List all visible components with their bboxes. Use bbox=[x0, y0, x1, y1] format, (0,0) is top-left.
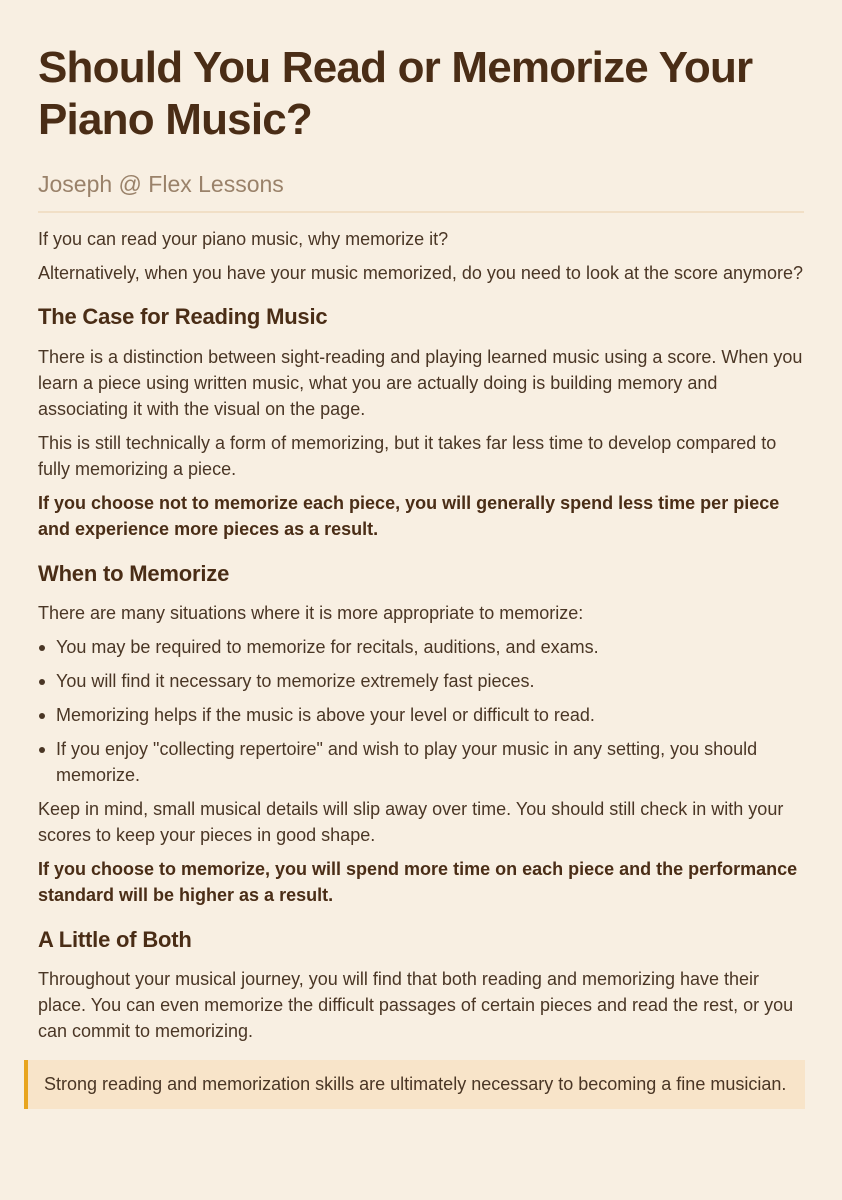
situations-list bbox=[38, 634, 804, 788]
paragraph: This is still technically a form of memorizing, but it takes far less time to develop compared to fully memorizing a piece. bbox=[38, 433, 777, 479]
author-byline: Joseph @ Flex Lessons bbox=[38, 170, 804, 213]
bullet-icon bbox=[39, 679, 45, 685]
list-item-text: You will find it necessary to memorize extremely fast pieces. bbox=[56, 671, 535, 691]
paragraph: Throughout your musical journey, you will find that both reading and memorizing have their place. You can even memorize the difficult passages of certain pieces and read the rest, or you can commit to memorizing. bbox=[38, 969, 794, 1041]
list-item-text: Memorizing helps if the music is above your level or difficult to read. bbox=[56, 705, 595, 725]
paragraph: There are many situations where it is more appropriate to memorize: bbox=[38, 603, 584, 623]
list-item-text: If you enjoy "collecting repertoire" and wish to play your music in any setting, you should memorize. bbox=[56, 739, 758, 785]
list-item bbox=[56, 702, 804, 728]
section-heading-memorize: When to Memorize bbox=[38, 561, 230, 586]
section-heading-reading: The Case for Reading Music bbox=[38, 304, 328, 329]
paragraph: Keep in mind, small musical details will slip away over time. You should still check in with your scores to keep your pieces in good shape. bbox=[38, 799, 784, 845]
intro-paragraph: Alternatively, when you have your music memorized, do you need to look at the score anymore? bbox=[38, 263, 804, 283]
emphasis-paragraph: If you choose to memorize, you will spend more time on each piece and the performance standard will be higher as a result. bbox=[38, 859, 798, 905]
section-heading-both: A Little of Both bbox=[38, 927, 192, 952]
bullet-icon bbox=[39, 713, 45, 719]
intro-paragraph: If you can read your piano music, why memorize it? bbox=[38, 229, 449, 249]
callout-box: Strong reading and memorization skills are ultimately necessary to becoming a fine musician. bbox=[24, 1060, 805, 1109]
list-item bbox=[56, 736, 804, 788]
paragraph: There is a distinction between sight-reading and playing learned music using a score. When you learn a piece using written music, what you are actually doing is building memory and associating it with the visual on the page. bbox=[38, 347, 803, 419]
bullet-icon bbox=[39, 747, 45, 753]
page-title: Should You Read or Memorize Your Piano Music? bbox=[38, 43, 753, 144]
emphasis-paragraph: If you choose not to memorize each piece, you will generally spend less time per piece and experience more pieces as a result. bbox=[38, 493, 780, 539]
list-item bbox=[56, 634, 804, 660]
bullet-icon bbox=[39, 645, 45, 651]
list-item bbox=[56, 668, 804, 694]
list-item-text: You may be required to memorize for recitals, auditions, and exams. bbox=[56, 637, 599, 657]
